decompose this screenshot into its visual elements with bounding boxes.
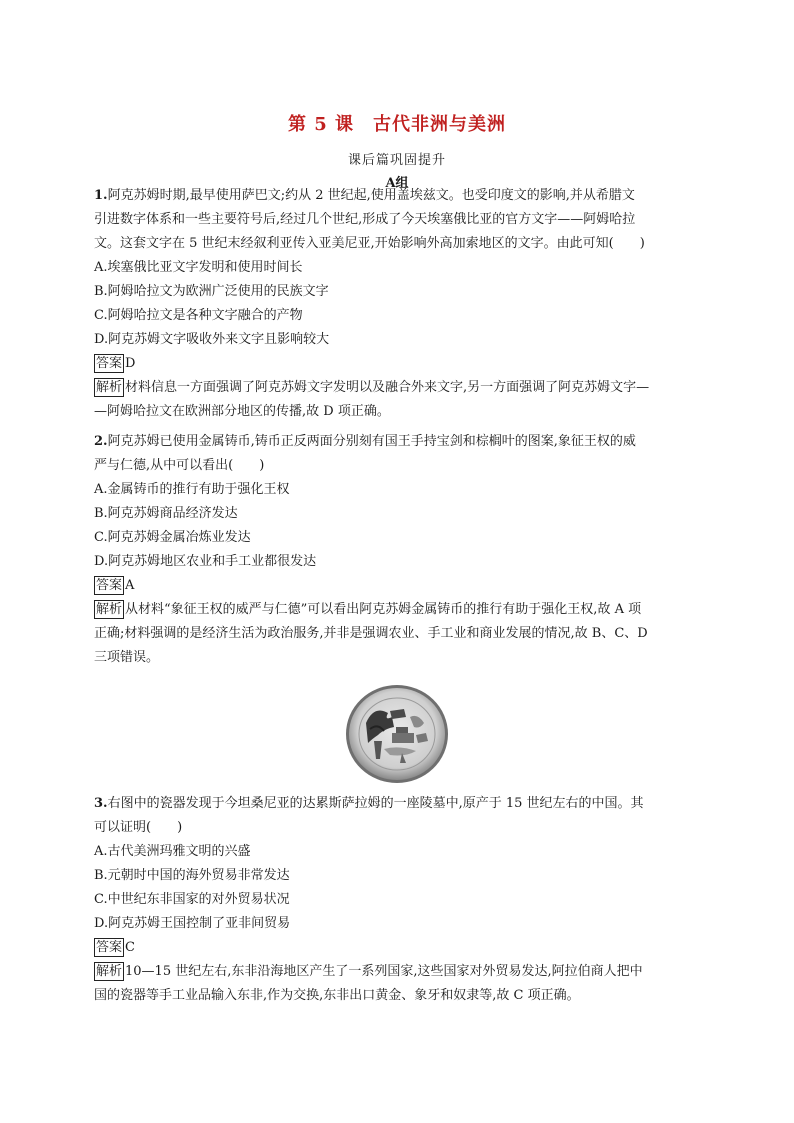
question-stem-line: 2.阿克苏姆已使用金属铸币,铸币正反两面分别刻有国王手持宝剑和棕榈叶的图案,象征王权的威	[94, 434, 636, 449]
analysis-tag: 解析	[96, 964, 123, 979]
lesson-title: 第 5 课 古代非洲与美洲	[287, 114, 507, 135]
question-3	[94, 792, 702, 1008]
analysis-line: 解析 10—15 世纪左右,东非沿海地区产生了一系列国家,这些国家对外贸易发达,阿拉伯商人把中	[96, 964, 643, 979]
answer-value: A	[125, 578, 135, 593]
analysis-line: 正确;材料强调的是经济生活为政治服务,并非是强调农业、手工业和商业发展的情况,故 B、C、D	[94, 626, 648, 641]
analysis-line: —阿姆哈拉文在欧洲部分地区的传播,故 D 项正确。	[94, 404, 390, 419]
option-b: B.阿姆哈拉文为欧洲广泛使用的民族文字	[94, 284, 329, 299]
question-stem-line: 可以证明( )	[94, 820, 183, 835]
question-stem-line: 文。这套文字在 5 世纪末经叙利亚传入亚美尼亚,开始影响外高加索地区的文字。由此可知( )	[94, 236, 645, 251]
option-a: A.金属铸币的推行有助于强化王权	[94, 482, 290, 497]
group-label: A组	[385, 176, 409, 191]
section-subtitle: 课后篇巩固提升	[347, 153, 446, 168]
analysis-line: 解析 从材料“象征王权的威严与仁德”可以看出阿克苏姆金属铸币的推行有助于强化王权,故 A 项	[96, 602, 642, 617]
porcelain-plate-image	[344, 683, 450, 785]
option-c: C.中世纪东非国家的对外贸易状况	[94, 892, 290, 907]
option-d: D.阿克苏姆文字吸收外来文字且影响较大	[94, 332, 330, 347]
question-number: 2.	[94, 434, 108, 449]
question-number: 1.	[94, 188, 108, 203]
question-stem-line: 1.阿克苏姆时期,最早使用萨巴文;约从 2 世纪起,使用盖埃兹文。也受印度文的影响,并从希腊文	[94, 188, 635, 203]
question-stem-line: 严与仁德,从中可以看出( )	[94, 458, 265, 473]
option-b: B.阿克苏姆商品经济发达	[94, 506, 238, 521]
analysis-tag: 解析	[96, 602, 123, 617]
option-d: D.阿克苏姆地区农业和手工业都很发达	[94, 554, 317, 569]
answer-tag: 答案	[96, 356, 123, 371]
question-number: 3.	[94, 796, 108, 811]
analysis-tag: 解析	[96, 380, 123, 395]
option-a: A.古代美洲玛雅文明的兴盛	[94, 844, 251, 859]
answer-value: D	[125, 356, 136, 371]
analysis-line: 三项错误。	[94, 650, 160, 665]
question-1	[94, 184, 702, 424]
answer-tag: 答案	[96, 940, 123, 955]
answer-value: C	[125, 940, 135, 955]
option-d: D.阿克苏姆王国控制了亚非间贸易	[94, 916, 291, 931]
question-stem-line: 引进数字体系和一些主要符号后,经过几个世纪,形成了今天埃塞俄比亚的官方文字——阿姆哈拉	[94, 212, 636, 227]
analysis-line: 解析 材料信息一方面强调了阿克苏姆文字发明以及融合外来文字,另一方面强调了阿克苏姆文字—	[96, 380, 650, 395]
question-2	[94, 430, 702, 670]
question-stem-line: 3.右图中的瓷器发现于今坦桑尼亚的达累斯萨拉姆的一座陵墓中,原产于 15 世纪左右的中国。其	[94, 796, 644, 811]
answer-line	[94, 574, 702, 598]
option-a: A.埃塞俄比亚文字发明和使用时间长	[94, 260, 303, 275]
answer-line	[94, 352, 702, 376]
option-b: B.元朝时中国的海外贸易非常发达	[94, 868, 290, 883]
answer-tag: 答案	[96, 578, 123, 593]
answer-line	[94, 936, 702, 960]
analysis-line: 国的瓷器等手工业品输入东非,作为交换,东非出口黄金、象牙和奴隶等,故 C 项正确。	[94, 988, 580, 1003]
option-c: C.阿克苏姆金属冶炼业发达	[94, 530, 251, 545]
option-c: C.阿姆哈拉文是各种文字融合的产物	[94, 308, 303, 323]
